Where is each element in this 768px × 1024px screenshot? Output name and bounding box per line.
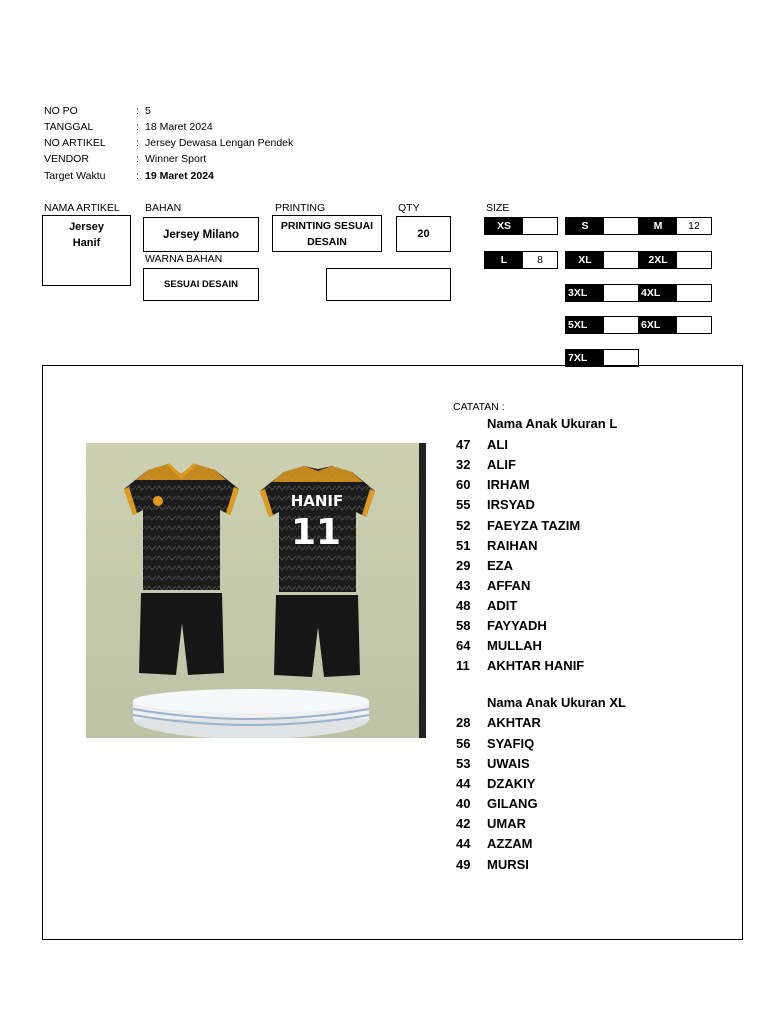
size-s-tag: S <box>566 218 604 234</box>
size-7xl-tag: 7XL <box>566 350 604 366</box>
student-number: 51 <box>456 538 471 553</box>
size-m-qty: 12 <box>688 220 700 232</box>
size-s-qty <box>604 218 638 234</box>
student-number: 60 <box>456 477 471 492</box>
student-name: AKHTAR HANIF <box>487 658 585 673</box>
size-m <box>638 217 712 235</box>
size-xl <box>565 251 639 269</box>
student-name: ADIT <box>487 598 518 613</box>
size-2xl <box>638 251 712 269</box>
colon: : <box>136 121 139 133</box>
size-xs-qty <box>523 218 557 234</box>
student-number: 55 <box>456 497 471 512</box>
student-name: EZA <box>487 558 513 573</box>
student-number: 48 <box>456 598 471 613</box>
size-5xl-qty <box>604 317 638 333</box>
student-number: 44 <box>456 776 471 791</box>
no-artikel-label: NO ARTIKEL <box>44 137 106 149</box>
no-po-label: NO PO <box>44 105 78 117</box>
student-number: 29 <box>456 558 471 573</box>
size-6xl <box>638 316 712 334</box>
vendor-value: Winner Sport <box>145 153 207 165</box>
student-number: 42 <box>456 816 471 831</box>
size-7xl-qty <box>604 350 638 366</box>
student-number: 32 <box>456 457 471 472</box>
size-xs <box>484 217 558 235</box>
catatan-label: CATATAN : <box>453 401 505 413</box>
size-4xl-tag: 4XL <box>639 285 677 301</box>
student-number: 52 <box>456 518 471 533</box>
target-waktu-value: 19 Maret 2024 <box>145 170 214 182</box>
size-4xl-qty <box>677 285 711 301</box>
student-name: IRSYAD <box>487 497 535 512</box>
printing-value-line2: DESAIN <box>307 235 347 248</box>
student-number: 44 <box>456 836 471 851</box>
student-name: AKHTAR <box>487 715 541 730</box>
jersey-design-image <box>86 443 426 738</box>
size-5xl <box>565 316 639 334</box>
student-number: 53 <box>456 756 471 771</box>
student-name: ALIF <box>487 457 516 472</box>
printing-value-line1: PRINTING SESUAI <box>280 219 374 232</box>
printing-label: PRINTING <box>275 202 326 214</box>
no-artikel-value: Jersey Dewasa Lengan Pendek <box>145 137 294 149</box>
size-xs-tag: XS <box>485 218 523 234</box>
qty-box <box>396 216 451 252</box>
nama-artikel-box <box>42 215 131 286</box>
jersey-illustration <box>86 443 426 738</box>
student-name: MURSI <box>487 857 529 872</box>
student-number: 11 <box>456 658 470 673</box>
bahan-value: Jersey Milano <box>162 228 240 241</box>
student-number: 49 <box>456 857 471 872</box>
tanggal-value: 18 Maret 2024 <box>145 121 213 133</box>
size-3xl-tag: 3XL <box>566 285 604 301</box>
size-l <box>484 251 558 269</box>
qty-value: 20 <box>417 228 430 240</box>
student-name: UWAIS <box>487 756 530 771</box>
size-s <box>565 217 639 235</box>
size-6xl-qty <box>677 317 711 333</box>
student-number: 43 <box>456 578 471 593</box>
student-number: 40 <box>456 796 471 811</box>
bahan-box <box>143 217 259 252</box>
student-number: 64 <box>456 638 471 653</box>
tanggal-label: TANGGAL <box>44 121 94 133</box>
colon: : <box>136 105 139 117</box>
warna-bahan-box <box>143 268 259 301</box>
size-3xl <box>565 284 639 302</box>
colon: : <box>136 170 139 182</box>
size-l-qty: 8 <box>537 254 543 266</box>
size-xl-tag: XL <box>566 252 604 268</box>
student-number: 56 <box>456 736 471 751</box>
group-xl-title: Nama Anak Ukuran XL <box>487 695 626 710</box>
qty-label: QTY <box>398 202 420 214</box>
nama-artikel-value-line1: Jersey <box>69 221 104 233</box>
no-po-value: 5 <box>145 105 151 117</box>
nama-artikel-value-line2: Hanif <box>72 237 101 249</box>
student-name: FAYYADH <box>487 618 547 633</box>
size-2xl-qty <box>677 252 711 268</box>
bahan-label: BAHAN <box>145 202 182 214</box>
student-name: FAEYZA TAZIM <box>487 518 581 533</box>
student-name: RAIHAN <box>487 538 538 553</box>
size-4xl <box>638 284 712 302</box>
student-name: ALI <box>487 437 508 452</box>
student-name: AZZAM <box>487 836 533 851</box>
empty-box <box>326 268 451 301</box>
size-6xl-tag: 6XL <box>639 317 677 333</box>
student-number: 28 <box>456 715 471 730</box>
student-name: IRHAM <box>487 477 530 492</box>
student-number: 47 <box>456 437 471 452</box>
size-label: SIZE <box>486 202 510 214</box>
size-m-tag: M <box>639 218 677 234</box>
student-name: GILANG <box>487 796 538 811</box>
vendor-label: VENDOR <box>44 153 89 165</box>
size-l-tag: L <box>485 252 523 268</box>
group-l-title: Nama Anak Ukuran L <box>487 416 618 431</box>
student-name: UMAR <box>487 816 526 831</box>
warna-bahan-label: WARNA BAHAN <box>145 253 223 265</box>
printing-box <box>272 215 382 252</box>
student-name: DZAKIY <box>487 776 536 791</box>
colon: : <box>136 137 139 149</box>
size-5xl-tag: 5XL <box>566 317 604 333</box>
student-number: 58 <box>456 618 471 633</box>
student-name: AFFAN <box>487 578 531 593</box>
student-name: MULLAH <box>487 638 542 653</box>
warna-bahan-value: SESUAI DESAIN <box>164 279 238 290</box>
colon: : <box>136 153 139 165</box>
size-3xl-qty <box>604 285 638 301</box>
student-name: SYAFIQ <box>487 736 535 751</box>
nama-artikel-label: NAMA ARTIKEL <box>44 202 120 214</box>
target-waktu-label: Target Waktu <box>44 170 106 182</box>
size-xl-qty <box>604 252 638 268</box>
back-name-text: HANIF <box>290 492 344 510</box>
back-number-text: 11 <box>290 512 342 553</box>
size-2xl-tag: 2XL <box>639 252 677 268</box>
